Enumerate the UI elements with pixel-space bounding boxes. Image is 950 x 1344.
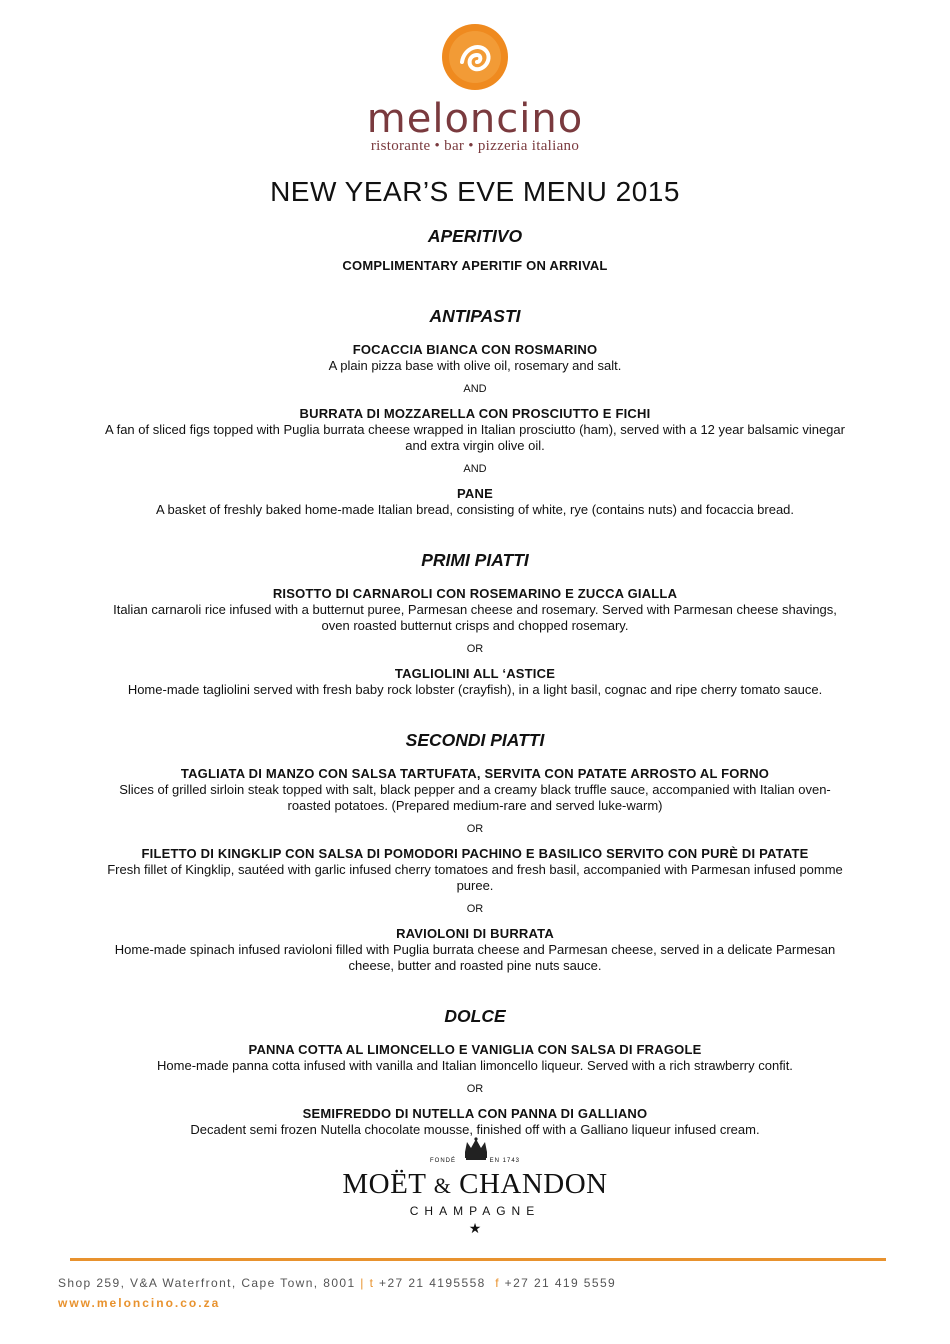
dish-description: Home-made panna cotta infused with vanilla and Italian limoncello liqueur. Served with a rich strawberry confit.: [157, 1058, 793, 1073]
section-title: PRIMI PIATTI: [421, 550, 529, 570]
dish-name: BURRATA DI MOZZARELLA CON PROSCIUTTO E FICHI: [299, 406, 651, 421]
dish-name: TAGLIATA DI MANZO CON SALSA TARTUFATA, SERVITA CON PATATE ARROSTO AL FORNO: [180, 766, 770, 781]
star-icon: ★: [468, 1220, 482, 1236]
aperitif-line: COMPLIMENTARY APERITIF ON ARRIVAL: [342, 258, 608, 273]
dish-name: TAGLIOLINI ALL ‘ASTICE: [394, 666, 556, 681]
sponsor-founded: [430, 1158, 520, 1164]
dish-name: FOCACCIA BIANCA CON ROSMARINO: [352, 342, 598, 357]
sponsor-fonde-left: FONDÉ: [430, 1158, 456, 1164]
dish-name: PANE: [457, 486, 493, 501]
dish-description: A fan of sliced figs topped with Puglia burrata cheese wrapped in Italian prosciutto (ham), served with a 12 year balsamic vinegar and extra virgin olive oil.: [105, 422, 845, 453]
section-dolce: [100, 1004, 850, 1138]
separator: OR: [466, 903, 484, 915]
sponsor-name-left: MOËT: [342, 1168, 426, 1200]
footer-address: Shop 259, V&A Waterfront, Cape Town, 8001: [58, 1276, 356, 1290]
section-title: DOLCE: [444, 1006, 506, 1026]
phone-label: t: [369, 1276, 375, 1290]
dish-name: RAVIOLONI DI BURRATA: [396, 926, 554, 941]
dish-name: FILETTO DI KINGKLIP CON SALSA DI POMODORI PACHINO E BASILICO SERVITO CON PURÈ DI PATATE: [141, 846, 809, 861]
separator: AND: [463, 383, 487, 395]
website-link[interactable]: www.meloncino.co.za: [58, 1296, 221, 1310]
dish-description: Home-made spinach infused ravioloni filled with Puglia burrata cheese and Parmesan cheese, served in a delicate Parmesan cheese, butter and roasted pine nuts sauce.: [114, 942, 836, 973]
footer-contact: [58, 1276, 616, 1290]
page-title: NEW YEAR’S EVE MENU 2015: [270, 176, 680, 207]
sponsor-ampersand: &: [433, 1173, 452, 1198]
section-title: SECONDI PIATTI: [405, 730, 545, 750]
dish-description: Slices of grilled sirloin steak topped with salt, black pepper and a creamy black truffle sauce, accompanied with Italian oven-roasted potatoes. (Prepared medium-rare and served luke-warm): [119, 782, 831, 813]
dish-name: RISOTTO DI CARNAROLI CON ROSEMARINO E ZUCCA GIALLA: [272, 586, 678, 601]
dish-description: Decadent semi frozen Nutella chocolate mousse, finished off with a Galliano liqueur infused cream.: [190, 1122, 760, 1137]
fax-label: f: [495, 1276, 500, 1290]
section-title: APERITIVO: [427, 226, 523, 246]
sponsor-name-right: CHANDON: [459, 1168, 608, 1200]
separator: OR: [466, 643, 484, 655]
dish-name: PANNA COTTA AL LIMONCELLO E VANIGLIA CON SALSA DI FRAGOLE: [248, 1042, 702, 1057]
brand-tagline: ristorante • bar • pizzeria italiano: [370, 138, 580, 154]
footer-divider: [70, 1258, 886, 1261]
sponsor-fonde-right: EN 1743: [489, 1158, 520, 1164]
phone-number[interactable]: +27 21 4195558: [379, 1276, 486, 1290]
dish-description: Home-made tagliolini served with fresh baby rock lobster (crayfish), in a light basil, cognac and ripe cherry tomato sauce.: [127, 682, 823, 697]
sponsor-name: [0, 1168, 950, 1201]
section-primi-piatti: [100, 548, 850, 698]
section-secondi-piatti: [100, 728, 850, 974]
menu-body: [100, 224, 850, 1160]
footer-pipe: |: [360, 1276, 365, 1290]
separator: AND: [463, 463, 487, 475]
separator: OR: [466, 823, 484, 835]
meloncino-logo-icon: [440, 22, 510, 92]
separator: OR: [466, 1083, 484, 1095]
dish-name: SEMIFREDDO DI NUTELLA CON PANNA DI GALLIANO: [302, 1106, 648, 1121]
sponsor-subtitle: CHAMPAGNE: [409, 1204, 541, 1218]
dish-description: Fresh fillet of Kingklip, sautéed with garlic infused cherry tomatoes and fresh basil, accompanied with Parmesan infused pomme puree.: [107, 862, 843, 893]
dish-description: Italian carnaroli rice infused with a butternut puree, Parmesan cheese and rosemary. Served with Parmesan cheese shavings, oven roasted butternut crisps and chopped rosemary.: [113, 602, 837, 633]
section-antipasti: [100, 304, 850, 518]
dish-description: A plain pizza base with olive oil, rosemary and salt.: [328, 358, 622, 373]
fax-number: +27 21 419 5559: [504, 1276, 617, 1290]
section-title: ANTIPASTI: [429, 306, 521, 326]
dish-description: A basket of freshly baked home-made Italian bread, consisting of white, rye (contains nuts) and focaccia bread.: [155, 502, 795, 517]
brand-name: meloncino: [366, 96, 584, 142]
section-aperitivo: [100, 224, 850, 274]
